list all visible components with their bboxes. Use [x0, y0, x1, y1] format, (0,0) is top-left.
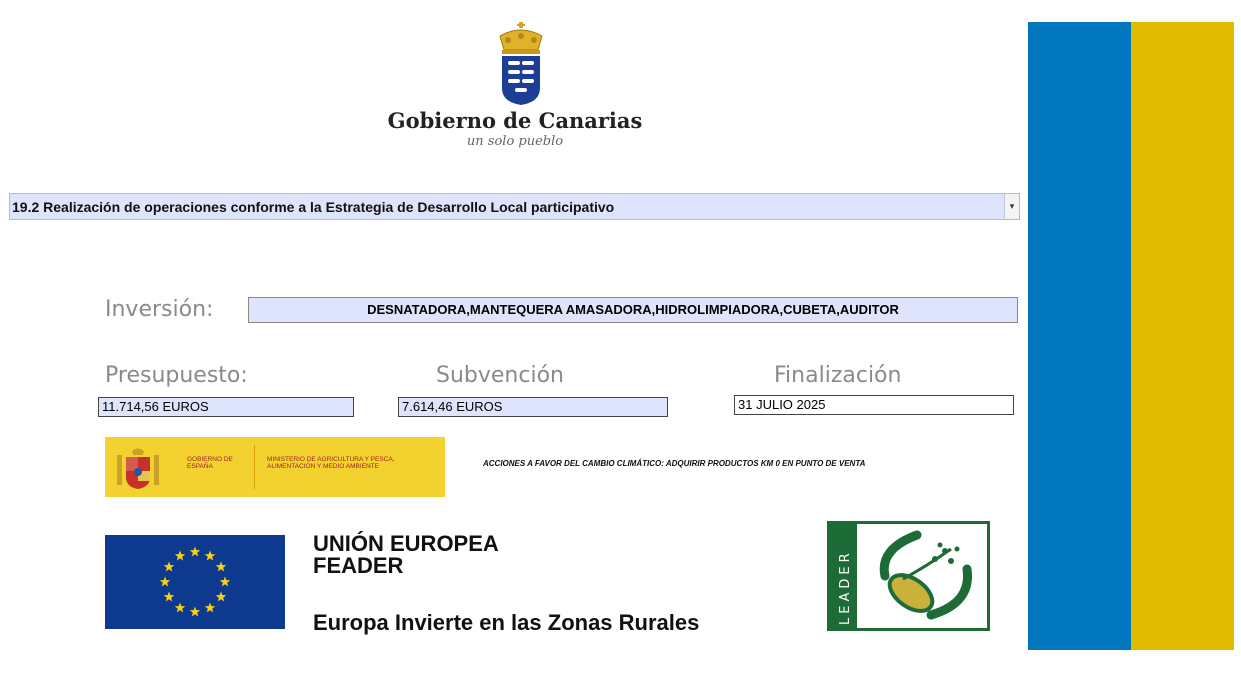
subsidy-field[interactable]: 7.614,46 EUROS	[398, 397, 668, 417]
completion-label: Finalización	[774, 363, 902, 388]
leader-logo	[827, 521, 990, 631]
leader-vertical-text: LEADER	[838, 549, 853, 625]
budget-field[interactable]: 11.714,56 EUROS	[98, 397, 354, 417]
eu-star	[216, 592, 226, 602]
eu-star	[164, 592, 174, 602]
measure-selected-value: 19.2 Realización de operaciones conforme a la Estrategia de Desarrollo Local participativo	[12, 199, 615, 215]
gobierno-espana-text: GOBIERNO DE ESPAÑA	[187, 456, 233, 470]
eu-star	[205, 602, 215, 612]
budget-label: Presupuesto:	[105, 363, 248, 388]
eu-star	[190, 607, 200, 617]
government-name: Gobierno de Canarias	[387, 108, 643, 133]
eu-star	[190, 547, 200, 557]
measure-dropdown[interactable]	[9, 193, 1020, 220]
eu-star	[175, 602, 185, 612]
eu-star	[220, 577, 230, 587]
eu-star	[205, 551, 215, 561]
eu-star	[216, 562, 226, 572]
subsidy-label: Subvención	[436, 363, 564, 388]
eu-title: UNIÓN EUROPEA	[313, 531, 499, 556]
yellow-stripe	[1131, 22, 1234, 650]
eu-star	[175, 551, 185, 561]
eu-stars-icon	[105, 535, 285, 629]
government-tagline: un solo pueblo	[466, 134, 564, 149]
leader-emblem-icon	[827, 521, 990, 631]
spain-coat-of-arms-icon	[115, 445, 161, 491]
eu-star	[164, 562, 174, 572]
investment-field[interactable]: DESNATADORA,MANTEQUERA AMASADORA,HIDROLIMPIADORA,CUBETA,AUDITOR	[248, 297, 1018, 323]
canarias-coat-of-arms-icon	[488, 22, 554, 106]
blue-stripe	[1028, 22, 1131, 650]
gobierno-canarias-logo	[370, 22, 670, 152]
dropdown-arrow-icon[interactable]: ▾	[1004, 194, 1019, 219]
eu-star	[160, 577, 170, 587]
feader-title: FEADER	[313, 553, 404, 578]
ministry-banner	[105, 437, 445, 497]
ministry-name: MINISTERIO DE AGRICULTURA Y PESCA, ALIMENTACIÓN Y MEDIO AMBIENTE	[267, 456, 395, 470]
eu-slogan: Europa Invierte en las Zonas Rurales	[313, 610, 700, 635]
completion-field[interactable]: 31 JULIO 2025	[734, 395, 1014, 415]
ministry-divider	[254, 445, 255, 489]
climate-action-text: ACCIONES A FAVOR DEL CAMBIO CLIMÁTICO: ADQUIRIR PRODUCTOS KM 0 EN PUNTO DE VENTA	[483, 459, 866, 468]
investment-label: Inversión:	[105, 297, 214, 322]
eu-flag	[105, 535, 285, 629]
